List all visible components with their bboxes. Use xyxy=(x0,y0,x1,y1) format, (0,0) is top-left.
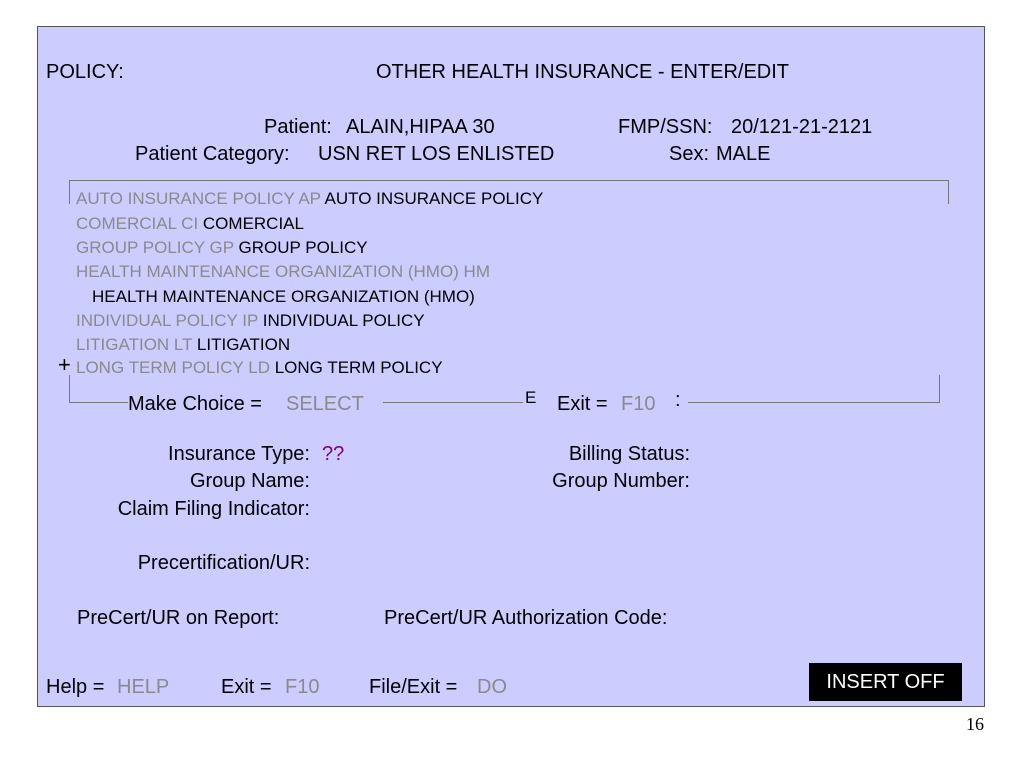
group-number-label: Group Number: xyxy=(552,470,690,492)
insurance-type-field[interactable]: ?? xyxy=(322,443,345,465)
insurance-type-option[interactable] xyxy=(76,335,290,355)
option-description: COMERCIAL xyxy=(202,214,304,233)
help-key[interactable]: HELP xyxy=(117,676,170,698)
billing-status-label: Billing Status: xyxy=(568,443,690,465)
patient-category-label: Patient Category: xyxy=(135,143,290,165)
make-choice-label: Make Choice = xyxy=(128,393,262,415)
policy-label: POLICY: xyxy=(46,61,124,83)
group-name-label: Group Name: xyxy=(189,470,310,492)
screen-title: OTHER HEALTH INSURANCE - ENTER/EDIT xyxy=(376,61,789,83)
option-description: LONG TERM POLICY xyxy=(274,358,443,377)
popup-border-line xyxy=(383,402,523,403)
make-choice-key[interactable]: SELECT xyxy=(286,393,364,415)
insurance-type-option[interactable] xyxy=(76,238,368,258)
popup-border-line xyxy=(93,402,128,403)
insurance-type-option[interactable] xyxy=(76,358,443,378)
popup-exit-key[interactable]: F10 xyxy=(621,393,656,415)
precert-on-report-label: PreCert/UR on Report: xyxy=(77,607,280,629)
option-description: INDIVIDUAL POLICY xyxy=(262,311,425,330)
option-code: COMERCIAL CI xyxy=(76,214,199,233)
file-exit-label: File/Exit = xyxy=(369,676,458,698)
patient-label: Patient: xyxy=(264,116,332,138)
insurance-type-option[interactable] xyxy=(76,311,425,331)
insurance-type-option[interactable] xyxy=(76,214,304,234)
terminal-screen xyxy=(37,26,985,707)
option-code: LONG TERM POLICY LD xyxy=(76,358,270,377)
exit-label: Exit = xyxy=(221,676,272,698)
option-description: HEALTH MAINTENANCE ORGANIZATION (HMO) xyxy=(92,287,475,306)
page-number: 16 xyxy=(966,714,984,734)
patient-category-value: USN RET LOS ENLISTED xyxy=(318,143,555,165)
option-description: GROUP POLICY xyxy=(238,238,368,257)
option-code: INDIVIDUAL POLICY IP xyxy=(76,311,259,330)
fmp-ssn-value: 20/121-21-2121 xyxy=(731,116,873,138)
claim-filing-indicator-label: Claim Filing Indicator: xyxy=(117,498,310,520)
help-label: Help = xyxy=(46,676,105,698)
more-items-plus-icon: + xyxy=(58,352,71,377)
file-exit-key[interactable]: DO xyxy=(477,676,507,698)
obscured-text-left: E xyxy=(525,388,537,407)
insurance-type-option-continued[interactable] xyxy=(92,287,475,307)
insert-mode-status: INSERT OFF xyxy=(809,663,962,701)
insurance-type-label: Insurance Type: xyxy=(168,443,310,465)
option-code: AUTO INSURANCE POLICY AP xyxy=(76,189,321,208)
insurance-type-option[interactable] xyxy=(76,262,490,282)
sex-label: Sex: xyxy=(669,143,710,165)
option-code: GROUP POLICY GP xyxy=(76,238,234,257)
patient-value: ALAIN,HIPAA 30 xyxy=(346,116,495,138)
popup-border-bottom-left xyxy=(69,375,93,403)
exit-key[interactable]: F10 xyxy=(285,676,320,698)
popup-exit-label: Exit = xyxy=(557,393,608,415)
insurance-type-option[interactable] xyxy=(76,189,543,209)
option-description: LITIGATION xyxy=(196,335,291,354)
popup-border-line xyxy=(688,402,918,403)
precertification-label: Precertification/UR: xyxy=(137,552,310,574)
precert-authorization-code-label: PreCert/UR Authorization Code: xyxy=(384,607,668,629)
option-description: AUTO INSURANCE POLICY xyxy=(324,189,544,208)
option-code: LITIGATION LT xyxy=(76,335,193,354)
option-code: HEALTH MAINTENANCE ORGANIZATION (HMO) HM xyxy=(76,262,490,281)
obscured-text-right: : xyxy=(675,389,681,411)
popup-border-bottom-right xyxy=(918,375,940,403)
fmp-ssn-label: FMP/SSN: xyxy=(618,116,713,138)
sex-value: MALE xyxy=(716,143,771,165)
